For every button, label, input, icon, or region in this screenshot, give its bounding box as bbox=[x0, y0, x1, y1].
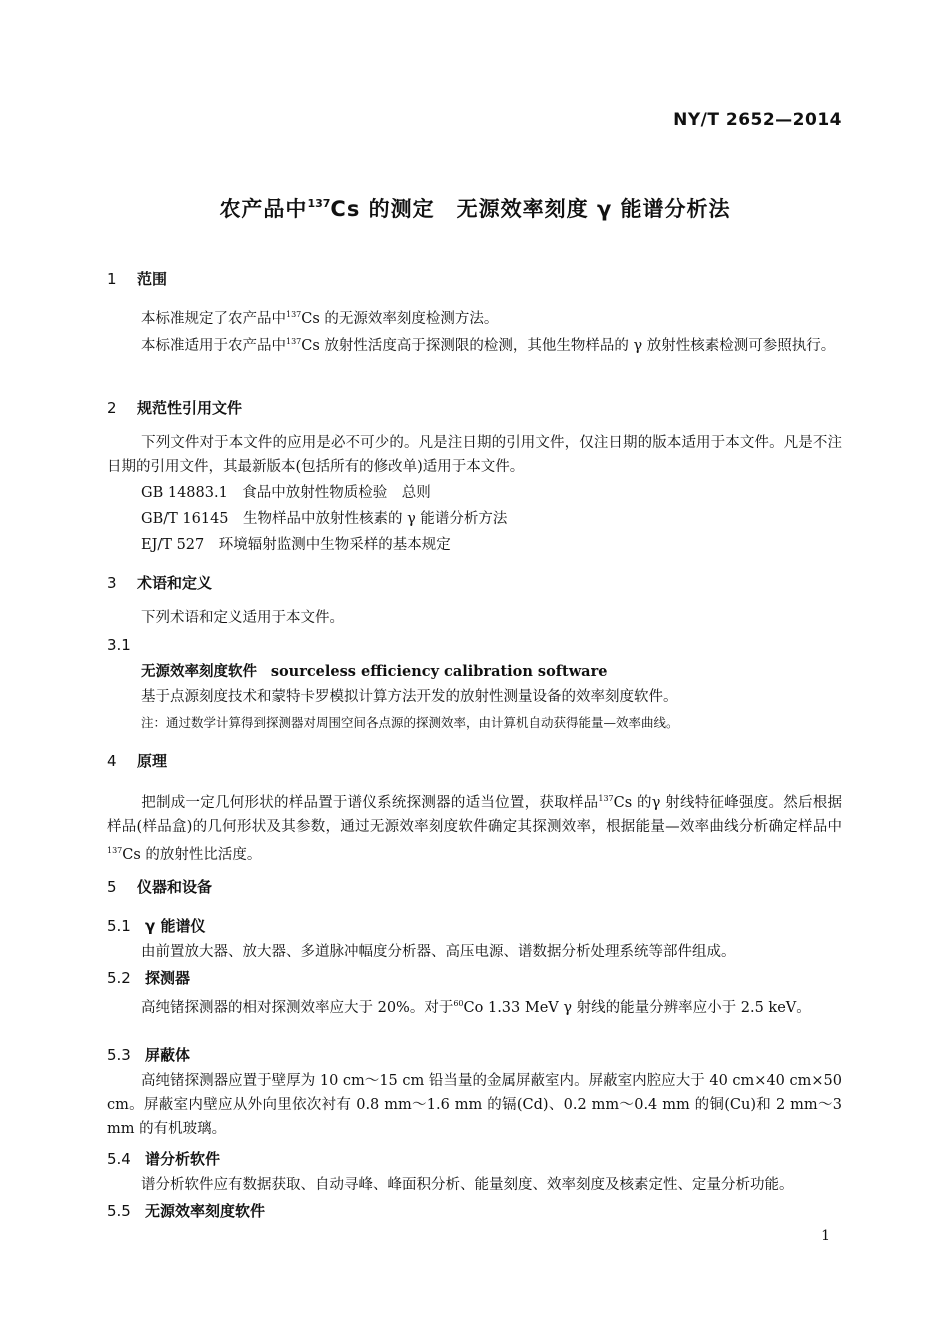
s2-paragraph-1: 下列文件对于本文件的应用是必不可少的。凡是注日期的引用文件，仅注日期的版本适用于本文件。凡是不注日期的引用文件，其最新版本(包括所有的修改单)适用于本文件。 bbox=[107, 435, 842, 475]
reference-item: GB/T 16145 生物样品中放射性核素的 γ 能谱分析方法 bbox=[141, 511, 508, 527]
subsection-5-3-text: 高纯锗探测器应置于壁厚为 10 cm～15 cm 铅当量的金属屏蔽室内。屏蔽室内腔应大于 40 cm×40 cm×50 cm。屏蔽室内壁应从外向里依次衬有 0.8 mm～1.6 mm 的镉(Cd)、0.2 mm～0.4 mm 的铜(Cu)和 2 mm～3 mm 的有机玻璃。 bbox=[107, 1073, 842, 1137]
reference-item: EJ/T 527 环境辐射监测中生物采样的基本规定 bbox=[141, 537, 451, 553]
section-3-heading: 3 术语和定义 bbox=[107, 574, 213, 592]
section-5-heading: 5 仪器和设备 bbox=[107, 878, 213, 896]
page-number: 1 bbox=[821, 1228, 830, 1244]
standard-number: NY/T 2652—2014 bbox=[673, 110, 842, 130]
page-title: 农产品中$^{137}$Cs 的测定 无源效率刻度 γ 能谱分析法 bbox=[219, 197, 731, 221]
subsection-5-2-heading: 5.2 探测器 bbox=[107, 969, 191, 987]
term-title: 无源效率刻度软件 sourceless efficiency calibration software bbox=[141, 663, 608, 680]
term-note: 注：通过数学计算得到探测器对周围空间各点源的探测效率，由计算机自动获得能量—效率曲线。 bbox=[141, 715, 679, 730]
s1-paragraph-1: 本标准规定了农产品中$^{137}$Cs 的无源效率刻度检测方法。 bbox=[141, 310, 499, 327]
subsection-5-1-heading: 5.1 γ 能谱仪 bbox=[107, 917, 206, 935]
subsection-5-5-heading: 5.5 无源效率刻度软件 bbox=[107, 1202, 266, 1220]
subsection-5-1-text: 由前置放大器、放大器、多道脉冲幅度分析器、高压电源、谱数据分析处理系统等部件组成。 bbox=[141, 944, 736, 960]
section-2-heading: 2 规范性引用文件 bbox=[107, 399, 243, 417]
s3-paragraph-1: 下列术语和定义适用于本文件。 bbox=[141, 610, 344, 626]
s1-paragraph-2: 本标准适用于农产品中$^{137}$Cs 放射性活度高于探测限的检测，其他生物样品的 γ 放射性核素检测可参照执行。 bbox=[141, 337, 836, 354]
reference-item: GB 14883.1 食品中放射性物质检验 总则 bbox=[141, 485, 431, 501]
subsection-3-1-number: 3.1 bbox=[107, 636, 131, 654]
subsection-5-3-heading: 5.3 屏蔽体 bbox=[107, 1046, 191, 1064]
s4-paragraph: 把制成一定几何形状的样品置于谱仪系统探测器的适当位置，获取样品$^{137}$Cs 的γ 射线特征峰强度。然后根据样品(样品盒)的几何形状及其参数，通过无源效率刻度软件确定其探测效率，根据能量—效率曲线分析确定样品中$^{137}$Cs 的放射性比活度。 bbox=[107, 794, 842, 863]
section-1-heading: 1 范围 bbox=[107, 270, 168, 288]
subsection-5-4-text: 谱分析软件应有数据获取、自动寻峰、峰面积分析、能量刻度、效率刻度及核素定性、定量分析功能。 bbox=[141, 1177, 794, 1193]
term-definition: 基于点源刻度技术和蒙特卡罗模拟计算方法开发的放射性测量设备的效率刻度软件。 bbox=[141, 689, 678, 705]
subsection-5-2-text: 高纯锗探测器的相对探测效率应大于 20%。对于$^{60}$Co 1.33 MeV γ 射线的能量分辨率应小于 2.5 keV。 bbox=[141, 999, 811, 1016]
subsection-5-4-heading: 5.4 谱分析软件 bbox=[107, 1150, 221, 1168]
section-4-heading: 4 原理 bbox=[107, 752, 168, 770]
